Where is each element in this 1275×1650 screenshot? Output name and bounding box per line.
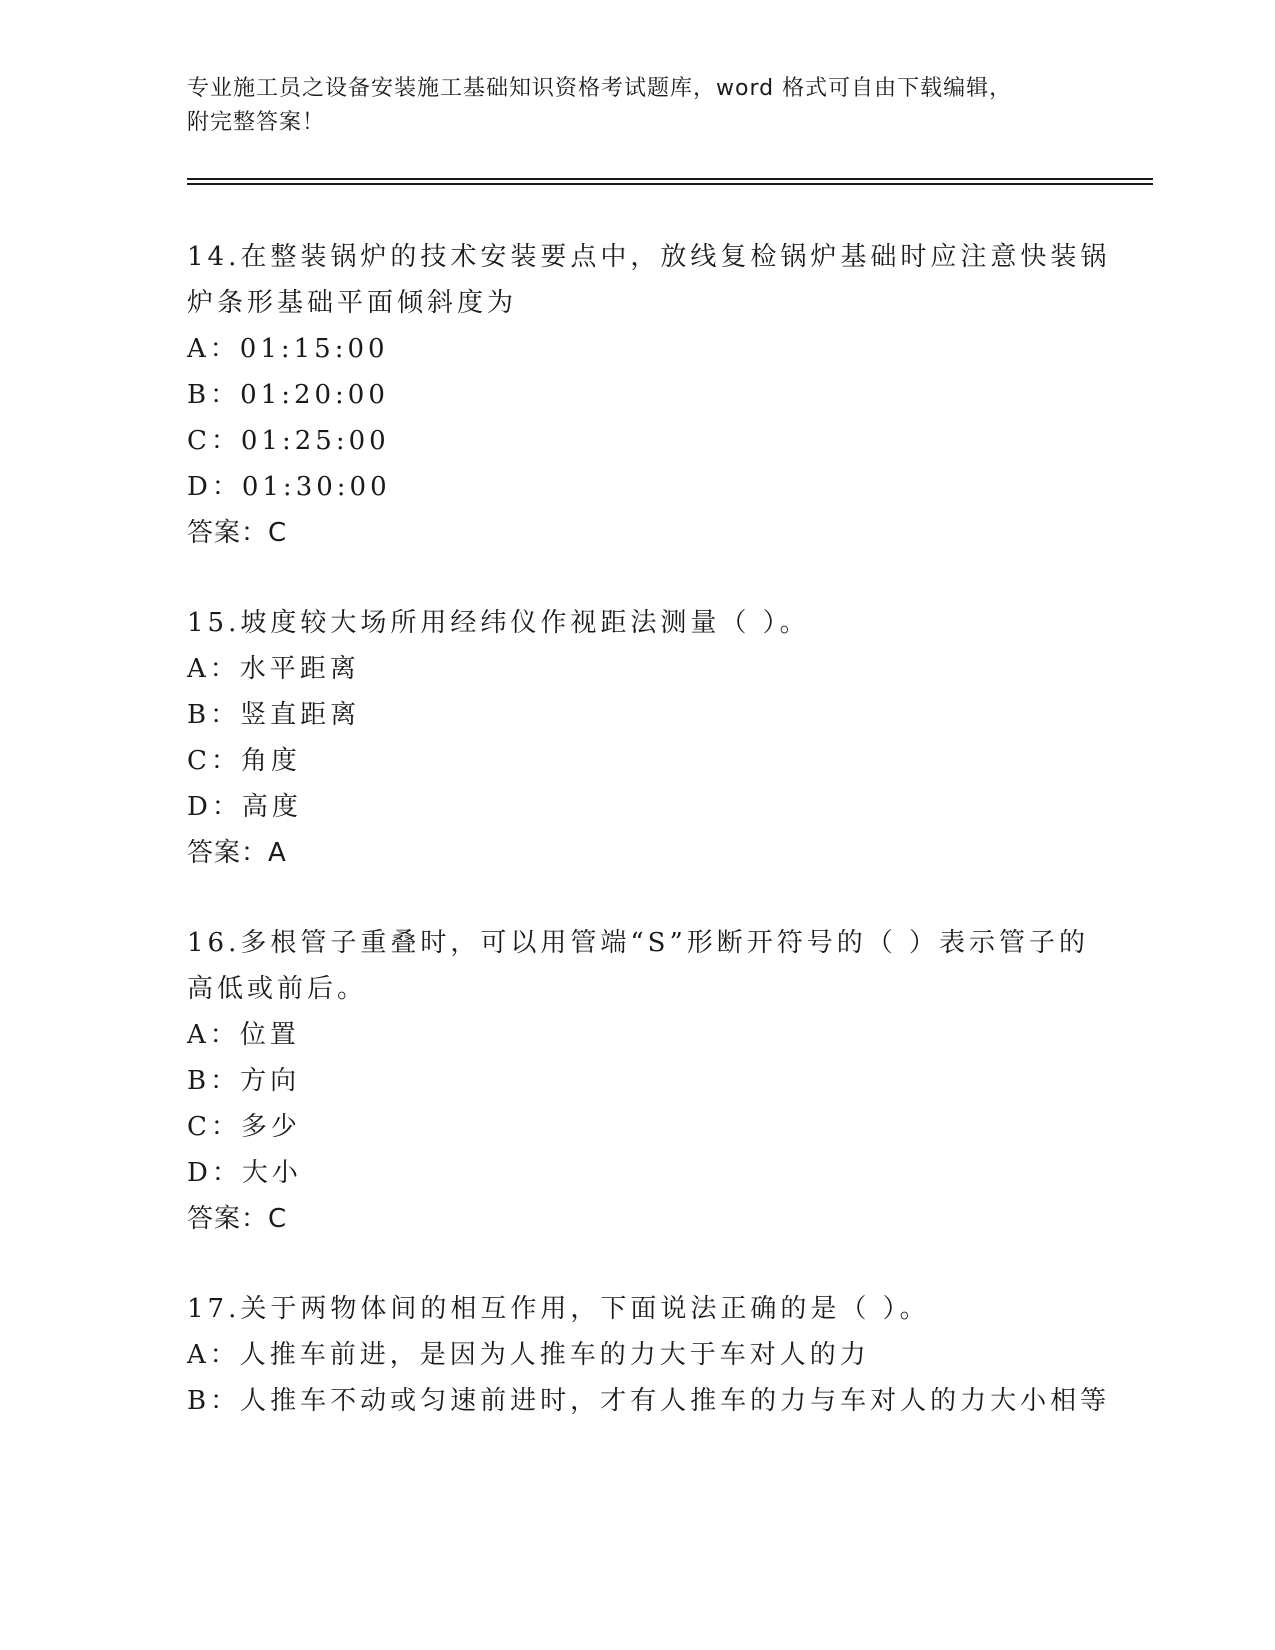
- option-c: C：角度: [187, 746, 301, 776]
- question-text: 14.在整装锅炉的技术安装要点中，放线复检锅炉基础时应注意快装锅: [187, 242, 1111, 272]
- document-header: [187, 72, 1067, 140]
- option-d: D：大小: [187, 1158, 302, 1188]
- question-text: 炉条形基础平面倾斜度为: [187, 288, 518, 318]
- option-d: D：高度: [187, 792, 302, 822]
- option-a: A：01:15:00: [187, 334, 389, 364]
- option-b: B：01:20:00: [187, 380, 389, 410]
- question-list: [187, 234, 1111, 1468]
- option-a: A：位置: [187, 1020, 300, 1050]
- option-a: A：人推车前进，是因为人推车的力大于车对人的力: [187, 1340, 870, 1370]
- option-c: C：01:25:00: [187, 426, 390, 456]
- question-text: 高低或前后。: [187, 974, 368, 1004]
- option-b: B：人推车不动或匀速前进时，才有人推车的力与车对人的力大小相等: [187, 1386, 1111, 1416]
- question-15: [187, 600, 1087, 876]
- header-divider-bottom: [187, 183, 1153, 185]
- question-16: [187, 920, 1090, 1242]
- answer: 答案：C: [187, 518, 288, 548]
- option-b: B：方向: [187, 1066, 301, 1096]
- answer: 答案：A: [187, 838, 287, 868]
- header-line-1: 专业施工员之设备安装施工基础知识资格考试题库，word 格式可自由下载编辑，: [187, 76, 1013, 101]
- option-a: A：水平距离: [187, 654, 360, 684]
- header-line-2: 附完整答案！: [187, 110, 326, 135]
- question-text: 17.关于两物体间的相互作用，下面说法正确的是（ ）。: [187, 1294, 930, 1324]
- question-17: [187, 1286, 1111, 1424]
- question-text: 15.坡度较大场所用经纬仪作视距法测量（ ）。: [187, 608, 810, 638]
- answer: 答案：C: [187, 1204, 288, 1234]
- question-14: [187, 234, 1111, 556]
- header-divider-top: [187, 178, 1153, 180]
- option-d: D：01:30:00: [187, 472, 391, 502]
- option-b: B：竖直距离: [187, 700, 361, 730]
- option-c: C：多少: [187, 1112, 301, 1142]
- question-text: 16.多根管子重叠时，可以用管端“S”形断开符号的（ ）表示管子的: [187, 928, 1090, 958]
